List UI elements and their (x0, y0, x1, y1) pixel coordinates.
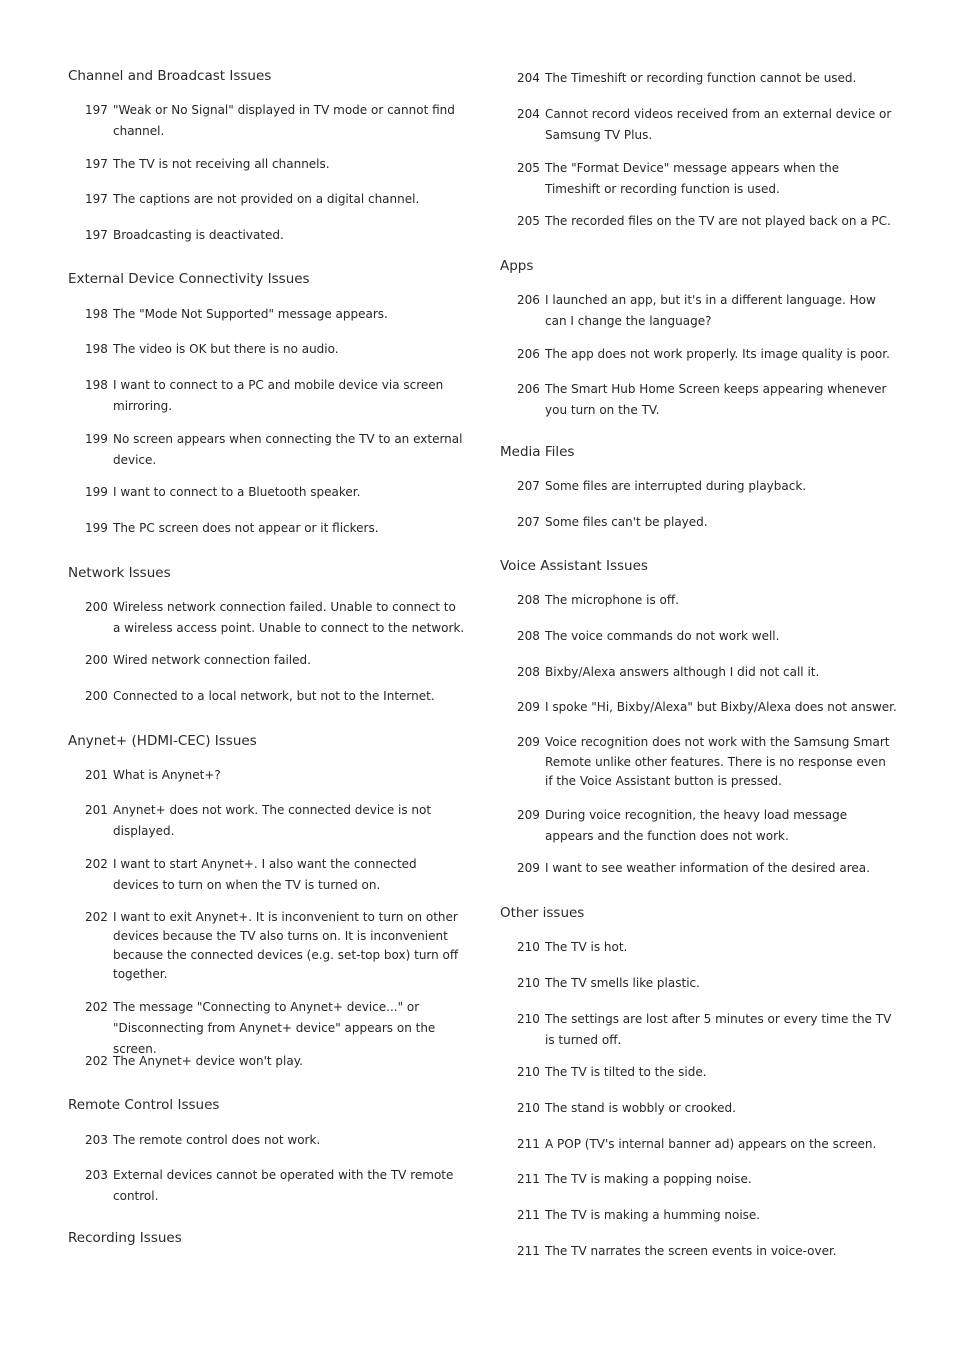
toc-entry-text: I want to connect to a Bluetooth speaker. (113, 485, 361, 499)
section-heading-channel-broadcast: Channel and Broadcast Issues (68, 68, 272, 84)
toc-page-number: 200 (85, 653, 108, 667)
toc-entry[interactable] (517, 1098, 897, 1119)
toc-entry[interactable] (85, 650, 465, 671)
toc-page-number: 206 (517, 347, 540, 361)
toc-page-number: 200 (85, 689, 108, 703)
toc-entry-text: The captions are not provided on a digital channel. (113, 192, 420, 206)
toc-entry-text: A POP (TV's internal banner ad) appears on the screen. (545, 1137, 877, 1151)
toc-entry-text: Anynet+ does not work. The connected device is not displayed. (113, 803, 432, 838)
toc-entry[interactable] (85, 597, 465, 639)
toc-entry-text: I spoke "Hi, Bixby/Alexa" but Bixby/Alexa does not answer. (545, 700, 897, 714)
toc-entry[interactable] (517, 290, 897, 332)
toc-entry[interactable] (517, 512, 897, 533)
toc-page-number: 201 (85, 768, 108, 782)
toc-entry[interactable] (517, 104, 897, 146)
toc-entry-text: I want to connect to a PC and mobile device via screen mirroring. (113, 378, 444, 413)
toc-entry[interactable] (517, 626, 897, 647)
toc-page-number: 203 (85, 1168, 108, 1182)
toc-page-number: 211 (517, 1208, 540, 1222)
toc-entry-text: The TV smells like plastic. (545, 976, 700, 990)
toc-entry[interactable] (85, 800, 465, 842)
toc-entry[interactable] (85, 1165, 465, 1207)
toc-entry-text: The remote control does not work. (113, 1133, 321, 1147)
toc-page-number: 197 (85, 192, 108, 206)
toc-page-number: 209 (517, 700, 540, 714)
toc-entry-text: Some files are interrupted during playback. (545, 479, 807, 493)
toc-page-number: 198 (85, 378, 108, 392)
toc-page-number: 199 (85, 432, 108, 446)
toc-entry-text: "Weak or No Signal" displayed in TV mode or cannot find channel. (113, 103, 455, 138)
toc-entry[interactable] (517, 158, 897, 200)
toc-entry-text: What is Anynet+? (113, 768, 221, 782)
toc-entry-text: External devices cannot be operated with the TV remote control. (113, 1168, 454, 1203)
toc-entry[interactable] (517, 805, 897, 847)
toc-entry[interactable] (85, 429, 465, 471)
toc-entry[interactable] (85, 1130, 465, 1151)
toc-page-number: 208 (517, 593, 540, 607)
toc-page-number: 211 (517, 1137, 540, 1151)
toc-page-number: 202 (85, 1054, 108, 1068)
toc-entry-text: Wireless network connection failed. Unable to connect to a wireless access point. Unable to connect to the network. (113, 600, 465, 635)
toc-entry[interactable] (85, 339, 465, 360)
toc-page-number: 210 (517, 976, 540, 990)
toc-page-number: 202 (85, 1000, 108, 1014)
toc-entry[interactable] (85, 854, 465, 896)
toc-entry[interactable] (85, 1051, 465, 1072)
toc-page-number: 199 (85, 485, 108, 499)
toc-page-number: 209 (517, 735, 540, 749)
toc-entry[interactable] (517, 1205, 897, 1226)
toc-entry-text: I want to start Anynet+. I also want the connected devices to turn on when the TV is turned on. (113, 857, 417, 892)
toc-page-number: 198 (85, 307, 108, 321)
section-heading-apps: Apps (500, 258, 534, 274)
toc-entry[interactable] (85, 225, 465, 246)
toc-entry-text: The TV is tilted to the side. (545, 1065, 707, 1079)
toc-page-number: 198 (85, 342, 108, 356)
toc-entry[interactable] (517, 937, 897, 958)
toc-entry-text: The TV is hot. (545, 940, 628, 954)
toc-entry[interactable] (517, 379, 897, 421)
toc-entry[interactable] (517, 211, 897, 232)
toc-page-number: 202 (85, 857, 108, 871)
toc-entry-text: The TV is not receiving all channels. (113, 157, 330, 171)
toc-entry[interactable] (517, 476, 897, 497)
toc-entry-text: The Smart Hub Home Screen keeps appearing whenever you turn on the TV. (545, 382, 887, 417)
toc-entry-text: Voice recognition does not work with the Samsung Smart Remote unlike other features. There is no response even if the Voice Assistant button is pressed. (545, 735, 890, 788)
toc-page-number: 203 (85, 1133, 108, 1147)
toc-entry-text: The "Format Device" message appears when the Timeshift or recording function is used. (545, 161, 840, 196)
toc-entry[interactable] (85, 518, 465, 539)
toc-page-number: 200 (85, 600, 108, 614)
toc-entry-text: During voice recognition, the heavy load message appears and the function does not work. (545, 808, 848, 843)
section-heading-network: Network Issues (68, 565, 171, 581)
toc-entry[interactable] (85, 908, 465, 984)
section-heading-other-issues: Other issues (500, 905, 585, 921)
toc-page-number: 211 (517, 1172, 540, 1186)
toc-entry[interactable] (85, 686, 465, 707)
toc-entry-text: The stand is wobbly or crooked. (545, 1101, 736, 1115)
toc-entry[interactable] (85, 100, 465, 142)
toc-entry-text: The message "Connecting to Anynet+ device..." or "Disconnecting from Anynet+ device" appears on the screen. (113, 1000, 436, 1056)
toc-page-number: 210 (517, 1101, 540, 1115)
toc-entry-text: No screen appears when connecting the TV to an external device. (113, 432, 463, 467)
toc-entry[interactable] (517, 1169, 897, 1190)
toc-entry-text: The microphone is off. (545, 593, 679, 607)
toc-entry-text: The voice commands do not work well. (545, 629, 780, 643)
section-heading-external-device: External Device Connectivity Issues (68, 271, 310, 287)
toc-entry-text: The Anynet+ device won't play. (113, 1054, 303, 1068)
toc-page-number: 199 (85, 521, 108, 535)
toc-entry[interactable] (517, 590, 897, 611)
toc-page-number: 209 (517, 808, 540, 822)
toc-entry[interactable] (517, 662, 897, 683)
toc-entry-text: The "Mode Not Supported" message appears. (113, 307, 388, 321)
toc-entry-text: Connected to a local network, but not to the Internet. (113, 689, 435, 703)
toc-entry-text: The app does not work properly. Its image quality is poor. (545, 347, 890, 361)
toc-entry[interactable] (517, 1241, 897, 1262)
toc-entry[interactable] (517, 344, 897, 365)
toc-page-number: 205 (517, 161, 540, 175)
section-heading-remote-control: Remote Control Issues (68, 1097, 220, 1113)
toc-page-number: 197 (85, 157, 108, 171)
toc-entry[interactable] (517, 1134, 897, 1155)
toc-entry-text: The TV is making a popping noise. (545, 1172, 752, 1186)
toc-page-number: 204 (517, 107, 540, 121)
toc-entry[interactable] (517, 1009, 897, 1051)
section-heading-media-files: Media Files (500, 444, 575, 460)
toc-page-number: 207 (517, 515, 540, 529)
toc-page-number: 211 (517, 1244, 540, 1258)
toc-entry-text: Wired network connection failed. (113, 653, 311, 667)
toc-page-number: 210 (517, 940, 540, 954)
toc-page-number: 210 (517, 1065, 540, 1079)
toc-page-number: 205 (517, 214, 540, 228)
toc-page-number: 208 (517, 665, 540, 679)
toc-entry-text: The recorded files on the TV are not played back on a PC. (545, 214, 891, 228)
toc-page-number: 202 (85, 910, 108, 924)
toc-page-number: 206 (517, 382, 540, 396)
toc-entry[interactable] (517, 858, 897, 879)
toc-entry[interactable] (517, 1062, 897, 1083)
toc-entry-text: I want to exit Anynet+. It is inconvenient to turn on other devices because the TV also turns on. It is inconvenient because the connected devices (e.g. set-top box) turn off together. (113, 910, 459, 981)
toc-entry-text: Broadcasting is deactivated. (113, 228, 284, 242)
toc-entry-text: Bixby/Alexa answers although I did not call it. (545, 665, 820, 679)
toc-entry-text: The TV is making a humming noise. (545, 1208, 761, 1222)
toc-entry-text: I want to see weather information of the desired area. (545, 861, 870, 875)
toc-page-number: 209 (517, 861, 540, 875)
toc-page-number: 208 (517, 629, 540, 643)
toc-page-number: 204 (517, 71, 540, 85)
section-heading-anynet: Anynet+ (HDMI-CEC) Issues (68, 733, 257, 749)
toc-entry-text: Cannot record videos received from an external device or Samsung TV Plus. (545, 107, 892, 142)
toc-entry-text: The video is OK but there is no audio. (113, 342, 339, 356)
toc-entry[interactable] (85, 482, 465, 503)
toc-page-number: 201 (85, 803, 108, 817)
toc-entry[interactable] (517, 973, 897, 994)
toc-page-number: 210 (517, 1012, 540, 1026)
section-heading-recording: Recording Issues (68, 1230, 182, 1246)
toc-entry[interactable] (85, 154, 465, 175)
toc-page-number: 206 (517, 293, 540, 307)
toc-page-number: 197 (85, 103, 108, 117)
toc-entry-text: The TV narrates the screen events in voice-over. (545, 1244, 837, 1258)
toc-entry[interactable] (517, 733, 897, 792)
toc-entry[interactable] (517, 68, 897, 89)
toc-entry-text: The Timeshift or recording function cannot be used. (545, 71, 857, 85)
toc-entry[interactable] (85, 189, 465, 210)
toc-entry[interactable] (85, 765, 465, 786)
toc-entry[interactable] (85, 304, 465, 325)
toc-entry-text: Some files can't be played. (545, 515, 708, 529)
toc-entry[interactable] (517, 697, 897, 718)
toc-entry-text: The settings are lost after 5 minutes or every time the TV is turned off. (545, 1012, 892, 1047)
toc-entry-text: The PC screen does not appear or it flickers. (113, 521, 379, 535)
toc-entry[interactable] (85, 375, 465, 417)
toc-page-number: 207 (517, 479, 540, 493)
toc-page-number: 197 (85, 228, 108, 242)
section-heading-voice-assistant: Voice Assistant Issues (500, 558, 648, 574)
toc-entry-text: I launched an app, but it's in a different language. How can I change the language? (545, 293, 876, 328)
